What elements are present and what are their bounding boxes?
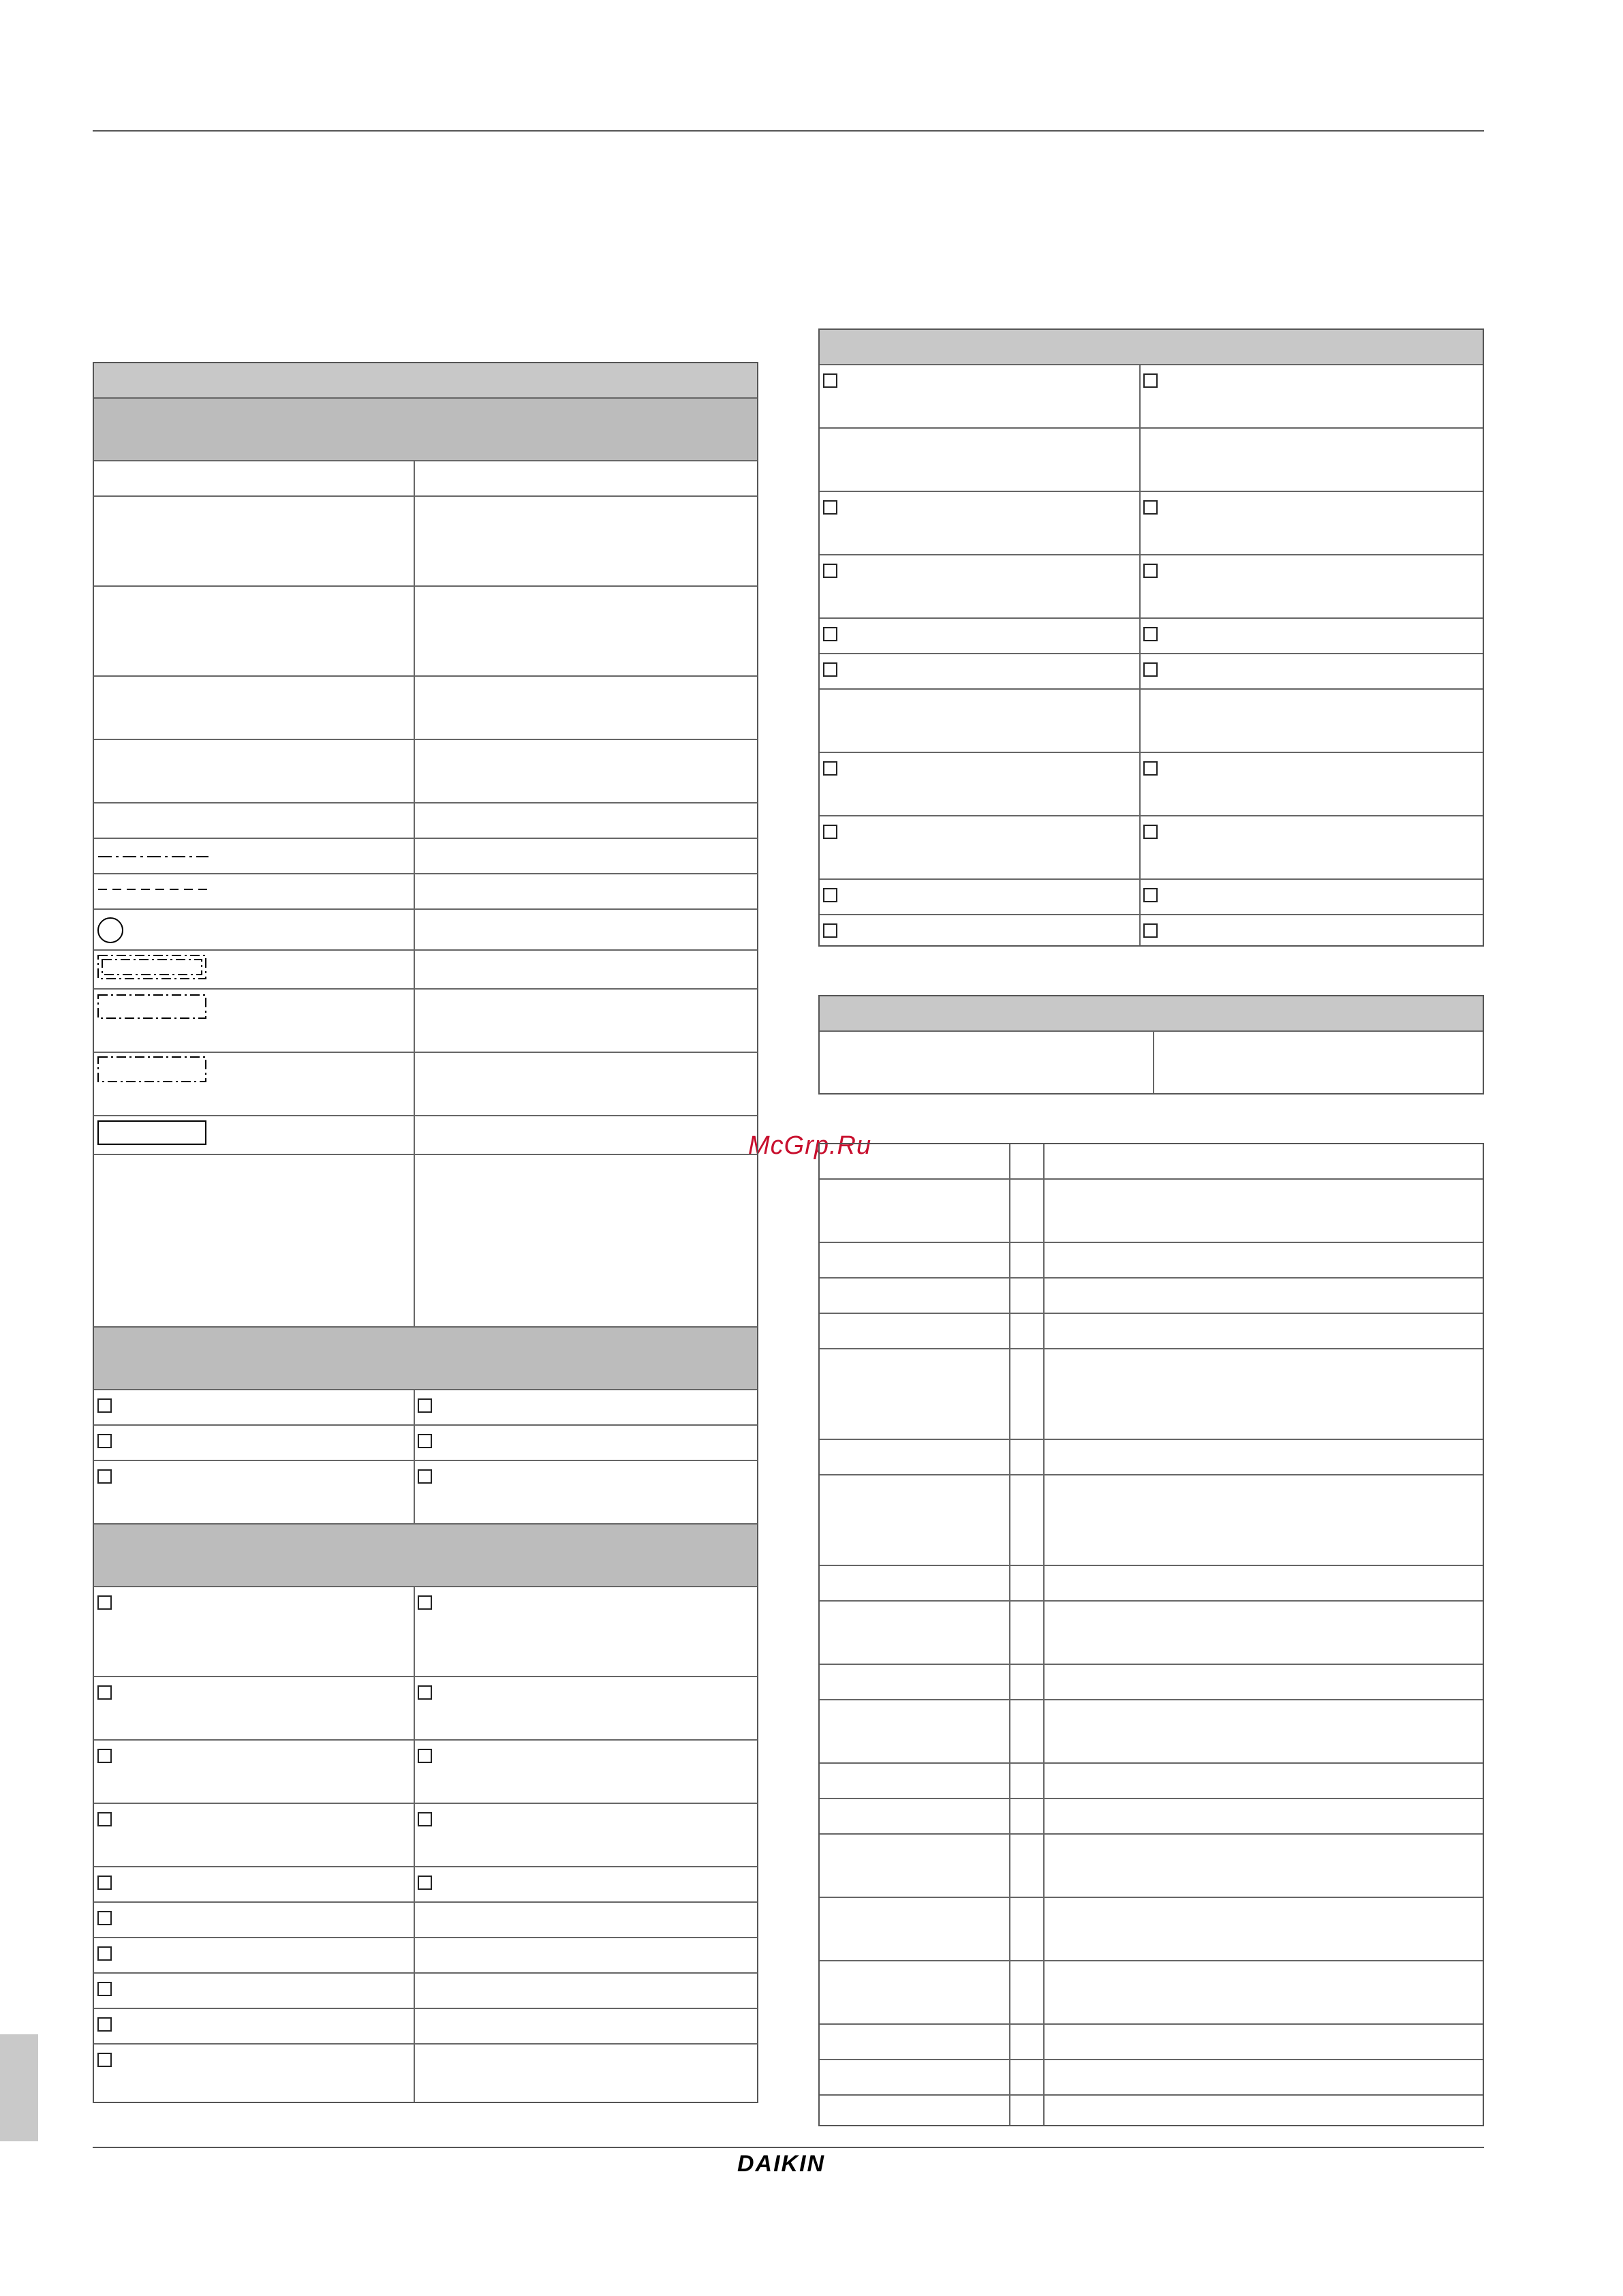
table-row	[820, 1475, 1483, 1566]
checkbox-right[interactable]	[418, 1595, 432, 1610]
table-row	[820, 1314, 1483, 1349]
checkbox-left[interactable]	[823, 373, 837, 388]
table-header-row	[820, 996, 1483, 1032]
top-rule	[93, 130, 1484, 132]
table-row	[94, 803, 757, 839]
checkbox-row	[820, 365, 1483, 429]
checkbox-row	[820, 619, 1483, 654]
table-row	[820, 1799, 1483, 1835]
checkbox-row	[94, 1390, 757, 1426]
checkbox-row	[94, 1587, 757, 1677]
table-row	[820, 1602, 1483, 1665]
side-tab	[0, 2034, 38, 2141]
checkbox-row	[94, 1903, 757, 1938]
table-row	[820, 1144, 1483, 1180]
checkbox-right[interactable]	[1143, 564, 1158, 578]
checkbox-left[interactable]	[97, 1982, 112, 1996]
checkbox-left[interactable]	[823, 888, 837, 902]
dashed-line-symbol	[98, 887, 208, 892]
legend-row-dashed-line	[94, 874, 757, 910]
table-row	[820, 1700, 1483, 1764]
table-row	[820, 1898, 1483, 1961]
table-row	[820, 1180, 1483, 1243]
checkbox-row	[94, 1426, 757, 1461]
table-subheader-row	[94, 1525, 757, 1587]
checkbox-left[interactable]	[823, 825, 837, 839]
table-row	[820, 690, 1483, 753]
double-dash-dot-box-symbol	[97, 954, 208, 981]
checkbox-row	[94, 1804, 757, 1867]
table-row	[820, 2025, 1483, 2060]
checkbox-right[interactable]	[418, 1398, 432, 1413]
right-table-1	[818, 328, 1484, 947]
table-row	[94, 740, 757, 803]
checkbox-right[interactable]	[418, 1812, 432, 1826]
table-row	[94, 587, 757, 677]
checkbox-right[interactable]	[1143, 825, 1158, 839]
legend-row-solid-box	[94, 1116, 757, 1155]
table-row	[820, 1835, 1483, 1898]
legend-row-dash-dot-line	[94, 839, 757, 874]
checkbox-row	[94, 1867, 757, 1903]
checkbox-right[interactable]	[1143, 500, 1158, 515]
checkbox-row	[820, 816, 1483, 880]
checkbox-right[interactable]	[418, 1749, 432, 1763]
table-header-row	[94, 363, 757, 399]
checkbox-row	[820, 915, 1483, 948]
checkbox-left[interactable]	[97, 1685, 112, 1700]
table-subheader-row	[94, 399, 757, 461]
checkbox-right[interactable]	[1143, 662, 1158, 677]
checkbox-row	[94, 1461, 757, 1525]
table-header-row	[820, 330, 1483, 365]
checkbox-left[interactable]	[823, 761, 837, 776]
checkbox-left[interactable]	[97, 1911, 112, 1925]
checkbox-row	[94, 2009, 757, 2045]
solid-box-symbol	[97, 1120, 208, 1147]
table-row	[820, 1243, 1483, 1279]
checkbox-left[interactable]	[97, 2017, 112, 2032]
legend-row-double-dash-dot-box	[94, 951, 757, 990]
table-row	[820, 1349, 1483, 1440]
dash-dot-box-2-symbol	[97, 1056, 208, 1084]
brand-logo: DAIKIN	[737, 2151, 826, 2177]
checkbox-left[interactable]	[823, 923, 837, 938]
table-row	[94, 497, 757, 587]
checkbox-left[interactable]	[97, 1749, 112, 1763]
checkbox-left[interactable]	[97, 1398, 112, 1413]
left-table	[93, 362, 758, 2103]
checkbox-right[interactable]	[418, 1876, 432, 1890]
checkbox-row	[820, 555, 1483, 619]
table-row	[820, 2060, 1483, 2096]
table-row	[94, 461, 757, 497]
checkbox-left[interactable]	[97, 1434, 112, 1448]
table-row	[820, 1764, 1483, 1799]
watermark: McGrp.Ru	[748, 1131, 872, 1160]
checkbox-right[interactable]	[418, 1685, 432, 1700]
checkbox-row	[820, 654, 1483, 690]
checkbox-left[interactable]	[823, 500, 837, 515]
table-row	[820, 1665, 1483, 1700]
checkbox-row	[820, 880, 1483, 915]
legend-row-dash-dot-box-2	[94, 1053, 757, 1116]
checkbox-left[interactable]	[97, 1876, 112, 1890]
checkbox-left[interactable]	[97, 2053, 112, 2067]
checkbox-right[interactable]	[1143, 923, 1158, 938]
legend-row-circle	[94, 910, 757, 951]
checkbox-left[interactable]	[97, 1469, 112, 1484]
table-row	[820, 429, 1483, 492]
checkbox-right[interactable]	[1143, 761, 1158, 776]
checkbox-left[interactable]	[823, 564, 837, 578]
checkbox-left[interactable]	[823, 662, 837, 677]
checkbox-row	[94, 1677, 757, 1741]
legend-row-dash-dot-box	[94, 990, 757, 1053]
table-row	[94, 1155, 757, 1328]
checkbox-right[interactable]	[1143, 627, 1158, 641]
bottom-rule	[93, 2147, 1484, 2148]
table-row	[820, 1566, 1483, 1602]
table-row	[94, 677, 757, 740]
table-row	[820, 1032, 1483, 1095]
table-row	[820, 1279, 1483, 1314]
checkbox-row	[94, 1974, 757, 2009]
circle-symbol	[97, 917, 124, 944]
checkbox-row	[820, 753, 1483, 816]
checkbox-row	[94, 1938, 757, 1974]
checkbox-right[interactable]	[418, 1469, 432, 1484]
checkbox-right[interactable]	[1143, 888, 1158, 902]
checkbox-left[interactable]	[823, 627, 837, 641]
checkbox-right[interactable]	[418, 1434, 432, 1448]
checkbox-left[interactable]	[97, 1812, 112, 1826]
right-table-3	[818, 1143, 1484, 2126]
checkbox-row	[820, 492, 1483, 555]
table-subheader-row	[94, 1328, 757, 1390]
checkbox-row	[94, 2045, 757, 2104]
checkbox-left[interactable]	[97, 1595, 112, 1610]
right-table-2	[818, 995, 1484, 1095]
checkbox-row	[94, 1741, 757, 1804]
table-row	[820, 1440, 1483, 1475]
dash-dot-box-symbol	[97, 994, 208, 1021]
checkbox-right[interactable]	[1143, 373, 1158, 388]
checkbox-left[interactable]	[97, 1946, 112, 1961]
table-row	[820, 1961, 1483, 2025]
dash-dot-line-symbol	[98, 854, 208, 859]
table-row	[820, 2096, 1483, 2128]
